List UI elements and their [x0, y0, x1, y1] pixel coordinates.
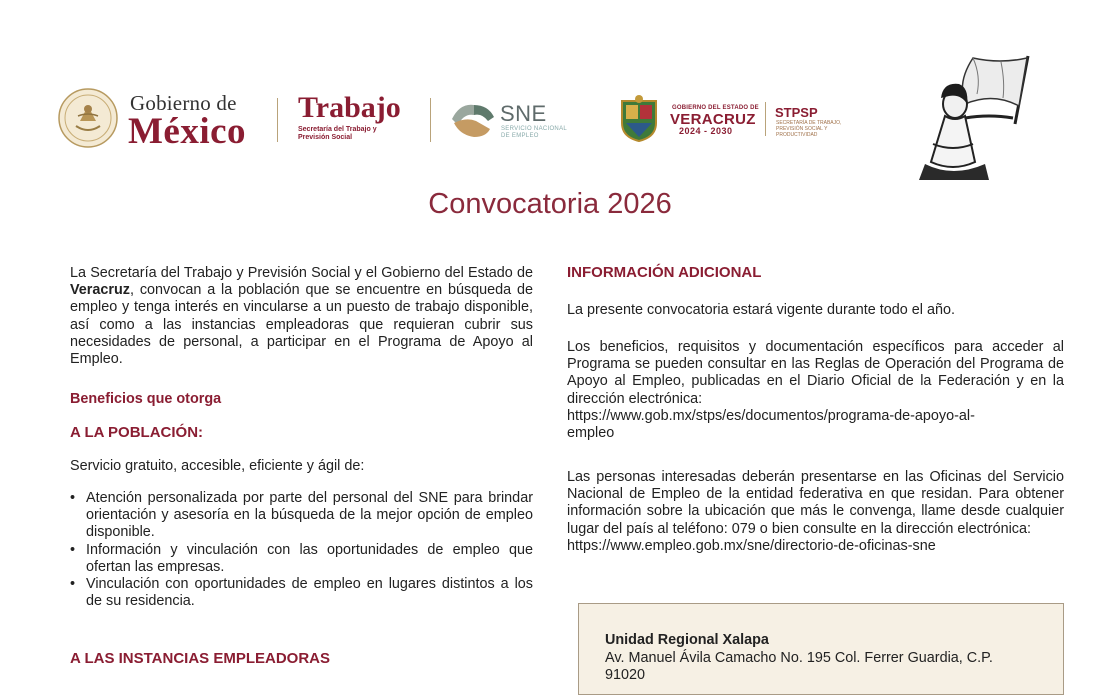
additional-info-heading: INFORMACIÓN ADICIONAL: [567, 264, 762, 281]
list-item: [70, 542, 533, 576]
veracruz-line1: GOBIERNO DEL ESTADO DE: [672, 105, 759, 111]
population-heading: A LA POBLACIÓN:: [70, 424, 204, 441]
stpsp-subtitle: SECRETARÍA DE TRABAJO, PREVISIÓN SOCIAL Y PRODUCTIVIDAD: [776, 120, 842, 138]
mexico-seal-icon: [58, 88, 118, 148]
rules-url-line1[interactable]: https://www.gob.mx/stps/es/documentos/programa-de-apoyo-al-: [567, 407, 975, 424]
list-item-text: Vinculación con oportunidades de empleo en lugares distintos a los de su residencia.: [86, 576, 533, 610]
list-item-text: Atención personalizada por parte del personal del SNE para brindar orientación y asesoría en la búsqueda de la mejor opción de empleo disponible.: [86, 490, 533, 541]
intro-text-a: La Secretaría del Trabajo y Previsión Social y el Gobierno del Estado de: [70, 265, 533, 281]
header-divider: [765, 102, 766, 136]
bullet-icon: •: [70, 541, 76, 558]
gobierno-line2: México: [128, 111, 247, 152]
header-divider: [277, 98, 278, 142]
gobierno-line1: Gobierno de: [130, 91, 237, 115]
trabajo-subtitle: Secretaría del Trabajo y Previsión Social: [298, 126, 377, 141]
stpsp-title: STPSP: [775, 105, 818, 120]
rules-url-line2[interactable]: empleo: [567, 425, 615, 442]
trabajo-title: Trabajo: [298, 91, 401, 124]
rules-paragraph: [567, 339, 1064, 442]
sne-title: SNE: [500, 101, 547, 126]
list-item: [70, 576, 533, 610]
office-title: Unidad Regional Xalapa: [605, 632, 769, 648]
list-item: [70, 490, 533, 542]
sne-handshake-icon: [450, 99, 496, 141]
offices-url[interactable]: https://www.empleo.gob.mx/sne/directorio-de-oficinas-sne: [567, 537, 936, 554]
left-column: [70, 265, 533, 368]
list-item-text: Información y vinculación con las oportunidades de empleo que ofertan las empresas.: [86, 541, 533, 575]
sne-subtitle: SERVICIO NACIONAL DE EMPLEO: [501, 126, 567, 139]
offices-text: Las personas interesadas deberán presentarse en las Oficinas del Servicio Nacional de Empleo de la entidad federativa en que residan. Para obtener información sobre la ubicación que más le convenga, llame desde cualquier lugar del país al teléfono: 079 o bien consulte en la dirección electrónica:: [567, 469, 1064, 537]
heroine-flag-illustration: [905, 52, 1040, 180]
employers-heading: A LAS INSTANCIAS EMPLEADORAS: [70, 650, 331, 667]
veracruz-line3: 2024 - 2030: [679, 126, 733, 136]
benefits-heading: Beneficios que otorga: [70, 391, 222, 407]
bullet-icon: •: [70, 490, 76, 506]
office-address-box: [578, 603, 1064, 695]
bullet-icon: •: [70, 576, 76, 593]
rules-text: Los beneficios, requisitos y documentación específicos para acceder al Programa se pueden consultar en las Reglas de Operación del Programa de Apoyo al Empleo, publicadas en el Diario Oficial de la Federación y en la dirección electrónica:: [567, 339, 1064, 407]
validity-paragraph: La presente convocatoria estará vigente durante todo el año.: [567, 302, 956, 318]
veracruz-line2: VERACRUZ: [670, 111, 756, 128]
intro-text-b: , convocan a la población que se encuentre en búsqueda de empleo y tenga interés en vincularse a un puesto de trabajo disponible, así como a las instancias empleadoras que requieran cubrir sus necesidades de personal, a participar en el Programa de Apoyo al Empleo.: [70, 282, 533, 368]
benefits-list: [70, 490, 533, 610]
page-title: Convocatoria 2026: [428, 188, 672, 220]
header-divider: [430, 98, 431, 142]
veracruz-shield-icon: [618, 95, 660, 143]
intro-bold: Veracruz: [70, 282, 131, 299]
service-line: Servicio gratuito, accesible, eficiente y ágil de:: [70, 458, 365, 474]
offices-paragraph: [567, 469, 1064, 555]
office-address: Av. Manuel Ávila Camacho No. 195 Col. Ferrer Guardia, C.P. 91020: [605, 650, 993, 684]
intro-paragraph: [70, 265, 533, 368]
